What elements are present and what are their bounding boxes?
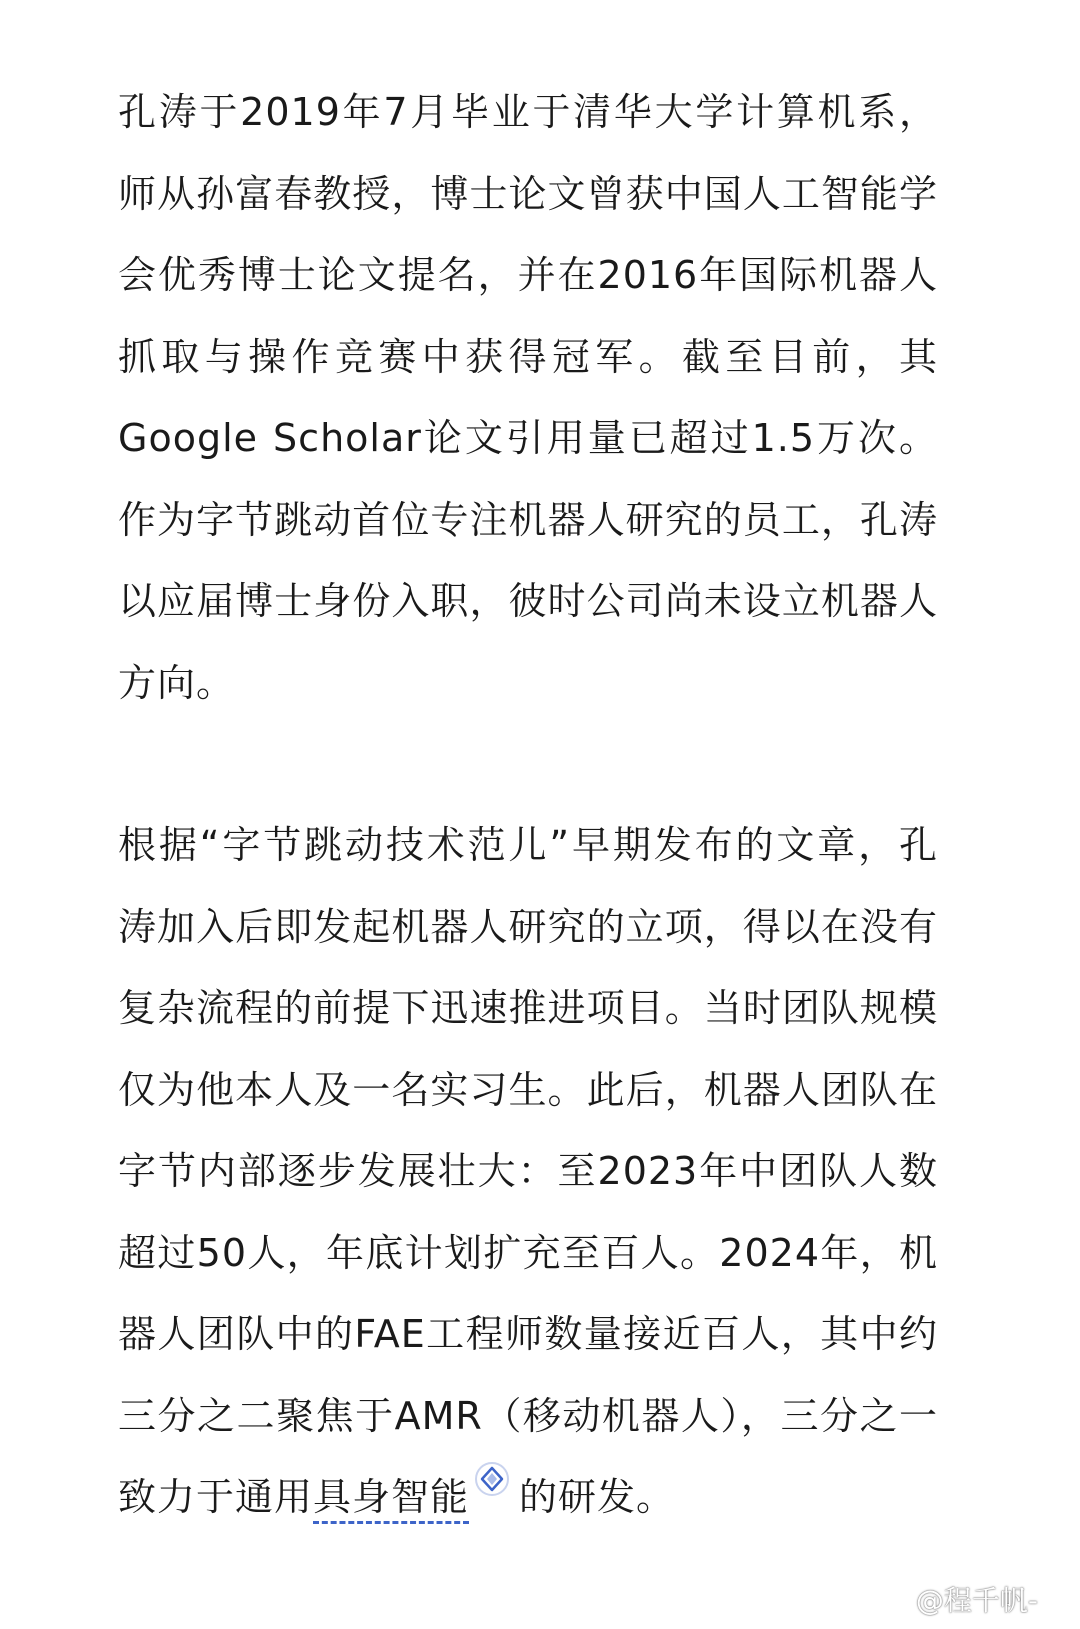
watermark-text: @程千帆- [915, 1584, 1038, 1617]
paragraph-2-text-before-link: 根据“字节跳动技术范儿”早期发布的文章，孔涛加入后即发起机器人研究的立项，得以在没有复杂流程的前提下迅速推进项目。当时团队规模仅为他本人及一名实习生。此后，机器人团队在字节内部逐步发展壮大：至2023年中团队人数超过50人，年底计划扩充至百人。2024年，机器人团队中的FAE工程师数量接近百人，其中约三分之二聚焦于AMR（移动机器人），三分之一致力于通用 [118, 823, 938, 1519]
article-body [118, 72, 938, 1539]
weibo-icon [870, 1580, 910, 1619]
weibo-watermark [870, 1579, 1038, 1619]
keyword-link-embodied-ai[interactable]: 具身智能 [313, 1475, 469, 1524]
paragraph-2-text-after-link: 的研发。 [519, 1475, 676, 1519]
paragraph-1: 孔涛于2019年7月毕业于清华大学计算机系，师从孙富春教授，博士论文曾获中国人工智能学会优秀博士论文提名，并在2016年国际机器人抓取与操作竞赛中获得冠军。截至目前，其Google Scholar论文引用量已超过1.5万次。作为字节跳动首位专注机器人研究的员工，孔涛以应届博士身份入职，彼时公司尚未设立机器人方向。 [118, 90, 938, 705]
paragraph-2 [118, 805, 938, 1539]
keyword-diamond-icon[interactable] [473, 1445, 511, 1483]
